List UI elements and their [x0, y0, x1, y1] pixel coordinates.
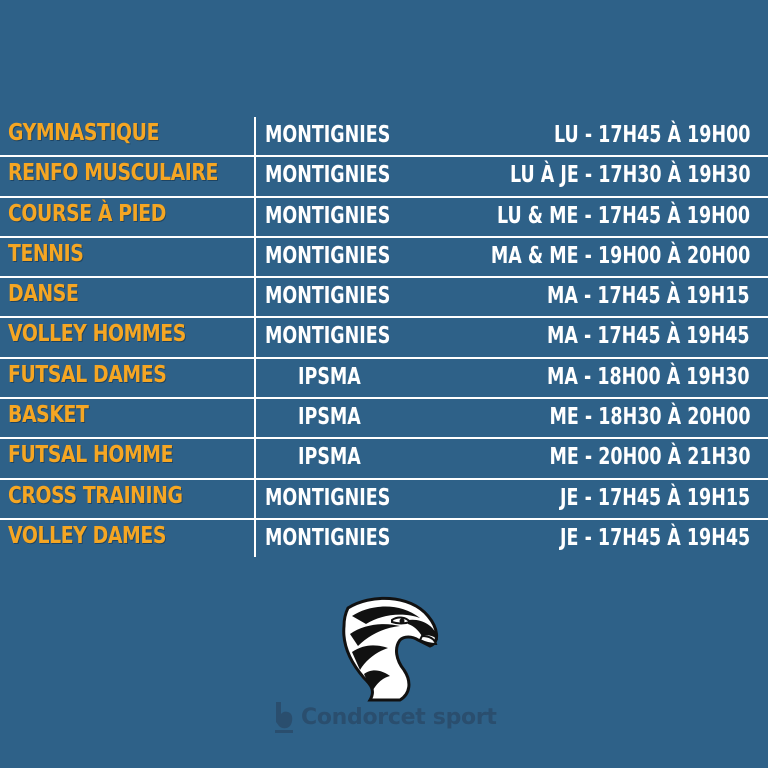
location: IPSMA	[298, 404, 361, 431]
schedule-row	[0, 157, 768, 197]
activity-name: FUTSAL HOMME	[8, 442, 174, 469]
schedule-row	[0, 399, 768, 439]
activity-name: FUTSAL DAMES	[8, 361, 167, 388]
time-slot: LU À JE - 17H30 À 19H30	[509, 162, 750, 189]
schedule-row	[0, 117, 768, 157]
time-slot: LU & ME - 17H45 À 19H00	[496, 202, 750, 229]
condorcet-mark-icon	[273, 700, 295, 734]
time-slot: MA - 17H45 À 19H15	[547, 283, 750, 310]
activity-name: BASKET	[8, 402, 89, 429]
location: MONTIGNIES	[265, 484, 391, 511]
location: MONTIGNIES	[265, 524, 391, 551]
location: MONTIGNIES	[265, 162, 391, 189]
activity-name: GYMNASTIQUE	[8, 120, 160, 146]
brand-name: Condorcet sport	[301, 704, 497, 730]
time-slot: ME - 18H30 À 20H00	[548, 404, 750, 431]
location: MONTIGNIES	[265, 283, 391, 310]
time-slot: JE - 17H45 À 19H15	[559, 484, 750, 511]
activity-name: RENFO MUSCULAIRE	[8, 160, 218, 187]
time-slot: JE - 17H45 À 19H45	[559, 524, 750, 551]
schedule-row	[0, 520, 768, 560]
activity-name: CROSS TRAINING	[8, 482, 183, 509]
schedule-row	[0, 238, 768, 278]
schedule-row	[0, 359, 768, 399]
activity-name: COURSE À PIED	[8, 200, 166, 227]
brand-logo	[273, 697, 497, 737]
activity-name: DANSE	[8, 281, 79, 308]
location: MONTIGNIES	[265, 202, 391, 229]
schedule-row	[0, 198, 768, 238]
location: IPSMA	[298, 444, 361, 471]
eagle-head-icon	[330, 590, 442, 702]
time-slot: MA - 17H45 À 19H45	[547, 323, 750, 350]
activity-name: TENNIS	[8, 240, 84, 267]
location: IPSMA	[298, 363, 361, 390]
location: MONTIGNIES	[265, 242, 391, 269]
schedule-table	[0, 117, 768, 560]
schedule-row	[0, 318, 768, 358]
activity-name: VOLLEY HOMMES	[8, 321, 186, 348]
column-divider	[254, 117, 256, 557]
schedule-row	[0, 480, 768, 520]
schedule-row	[0, 278, 768, 318]
time-slot: MA - 18H00 À 19H30	[547, 363, 750, 390]
location: MONTIGNIES	[265, 122, 391, 148]
schedule-row	[0, 439, 768, 479]
time-slot: ME - 20H00 À 21H30	[548, 444, 750, 471]
time-slot: MA & ME - 19H00 À 20H00	[490, 242, 750, 269]
time-slot: LU - 17H45 À 19H00	[553, 122, 750, 148]
location: MONTIGNIES	[265, 323, 391, 350]
activity-name: VOLLEY DAMES	[8, 522, 167, 549]
